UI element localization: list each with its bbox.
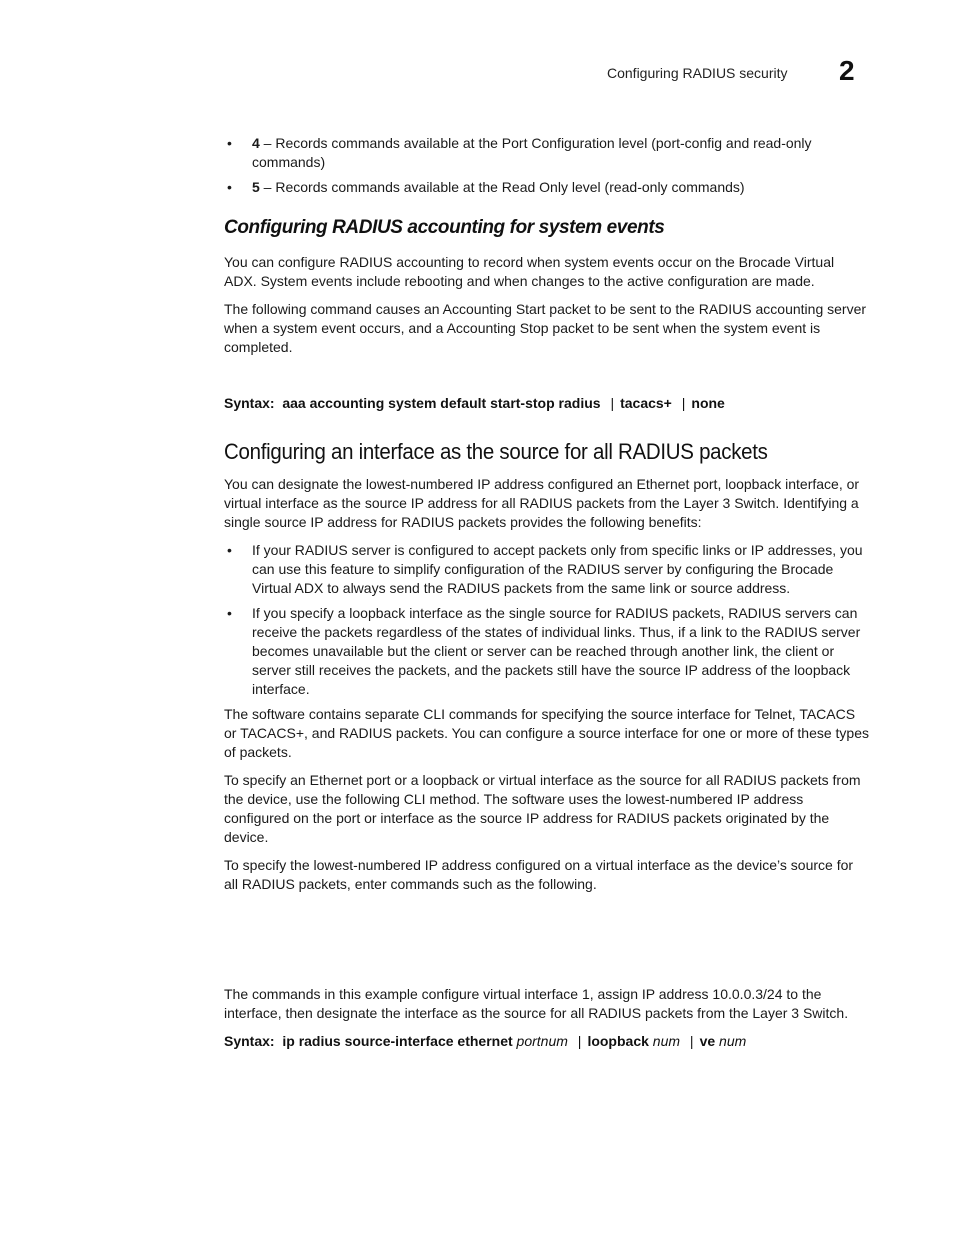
privilege-level-list: [224, 134, 869, 197]
list-item-text: If you specify a loopback interface as the single source for RADIUS packets, RADIUS servers can receive the packets regardless of the states of individual links. Thus, if a link to the RADIUS server becomes unavailable but the client or server can be reached through another link, the client or server still receives the packets, and the packets still have the source IP address of the loopback interface.: [252, 605, 861, 697]
list-item-term: 4: [252, 135, 260, 151]
paragraph: To specify the lowest-numbered IP address configured on a virtual interface as the device’s source for all RADIUS packets, enter commands such as the following.: [224, 857, 854, 892]
syntax-label: Syntax:: [224, 1033, 275, 1049]
syntax-keyword: ve: [699, 1033, 716, 1049]
benefits-list: [224, 541, 869, 699]
bullet-icon: •: [227, 179, 232, 195]
paragraph: The commands in this example configure virtual interface 1, assign IP address 10.0.0.3/24 to the interface, then designate the interface as the source for all RADIUS packets from the Layer 3 Switch.: [224, 986, 849, 1021]
bullet-icon: •: [227, 605, 232, 621]
list-item: [224, 541, 869, 598]
syntax-line: [224, 394, 869, 413]
page-content: [224, 134, 869, 1051]
paragraph: You can configure RADIUS accounting to record when system events occur on the Brocade Virtual ADX. System events include rebooting and when changes to the active configuration are made.: [224, 254, 835, 289]
list-item-text: If your RADIUS server is configured to accept packets only from specific links or IP addresses, you can use this feature to simplify configuration of the RADIUS server by configuring the Brocade Virtual ADX to always send the RADIUS packets from the same link or source address.: [252, 542, 863, 596]
subsection-heading: Configuring RADIUS accounting for system events: [224, 217, 665, 238]
syntax-command: ip radius source-interface ethernet: [282, 1033, 513, 1049]
bullet-icon: •: [227, 135, 232, 151]
syntax-option: none: [691, 395, 725, 411]
paragraph: The following command causes an Accounting Start packet to be sent to the RADIUS accounting server when a system event occurs, and a Accounting Stop packet to be sent when the system event is completed.: [224, 301, 867, 355]
list-item: [224, 134, 869, 172]
list-item: [224, 178, 869, 197]
chapter-number: 2: [839, 55, 855, 86]
syntax-argument: portnum: [516, 1033, 568, 1049]
syntax-label: Syntax:: [224, 395, 275, 411]
paragraph: The software contains separate CLI commands for specifying the source interface for Telnet, TACACS or TACACS+, and RADIUS packets. You can configure a source interface for one or more of these types of packets.: [224, 706, 869, 760]
syntax-separator: |: [610, 395, 615, 411]
list-item-text: – Records commands available at the Read Only level (read-only commands): [259, 179, 745, 195]
syntax-keyword: loopback: [587, 1033, 649, 1049]
syntax-separator: |: [681, 395, 686, 411]
syntax-option: tacacs+: [620, 395, 672, 411]
syntax-separator: |: [689, 1033, 694, 1049]
paragraph: To specify an Ethernet port or a loopback or virtual interface as the source for all RADIUS packets from the device, use the following CLI method. The software uses the lowest-numbered IP address configured on the port or interface as the source IP address for RADIUS packets originated by the device.: [224, 772, 861, 845]
paragraph: You can designate the lowest-numbered IP address configured an Ethernet port, loopback interface, or virtual interface as the source IP address for all RADIUS packets from the Layer 3 Switch. Identifying a single source IP address for RADIUS packets provides the following benefits:: [224, 476, 860, 530]
syntax-argument: num: [652, 1033, 681, 1049]
running-header-title: Configuring RADIUS security: [607, 65, 788, 81]
list-item-term: 5: [252, 179, 260, 195]
syntax-argument: num: [719, 1033, 747, 1049]
syntax-line: [224, 1032, 869, 1051]
section-heading: Configuring an interface as the source for all RADIUS packets: [224, 439, 768, 464]
syntax-command: aaa accounting system default start-stop radius: [282, 395, 601, 411]
list-item: [224, 604, 869, 699]
list-item-text: – Records commands available at the Port Configuration level (port-config and read-only commands): [252, 135, 812, 170]
bullet-icon: •: [227, 542, 232, 558]
syntax-separator: |: [577, 1033, 582, 1049]
